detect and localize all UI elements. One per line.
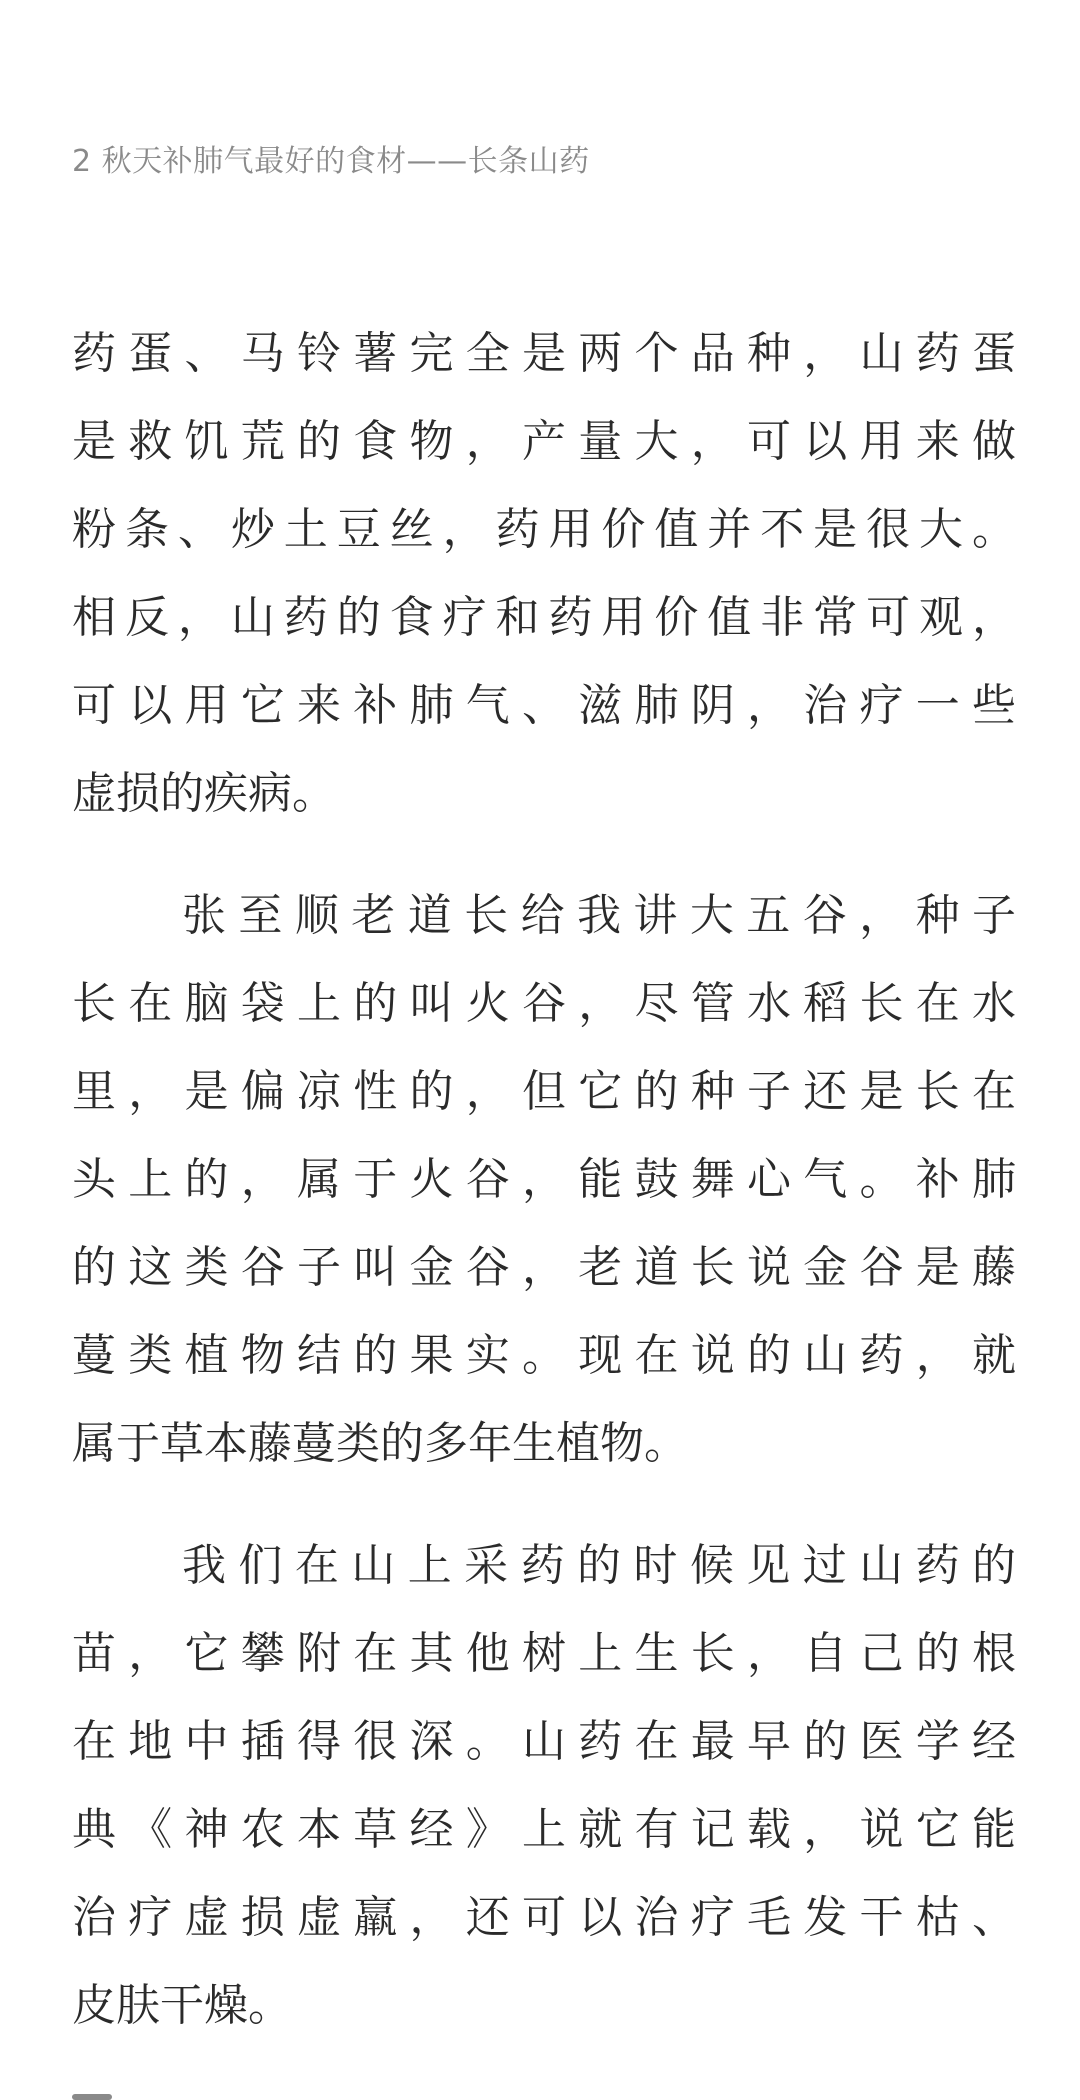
text-line: 治疗虚损虚羸，还可以治疗毛发干枯、 <box>72 1892 1016 1943</box>
text-line: 典《神农本草经》上就有记载，说它能 <box>72 1804 1016 1855</box>
text-line: 药蛋、马铃薯完全是两个品种，山药蛋 <box>72 328 1016 379</box>
text-line: 里，是偏凉性的，但它的种子还是长在 <box>72 1066 1016 1117</box>
body-text <box>72 310 1016 2084</box>
paragraph-2 <box>72 872 1016 1488</box>
next-line-cutoff <box>72 2080 1016 2100</box>
text-line: 苗，它攀附在其他树上生长，自己的根 <box>72 1628 1016 1679</box>
text-line: 属于草本藤蔓类的多年生植物。 <box>72 1418 688 1469</box>
text-line: 在地中插得很深。山药在最早的医学经 <box>72 1716 1016 1767</box>
text-line: 粉条、炒土豆丝，药用价值并不是很大。 <box>72 504 1016 555</box>
text-line: 的这类谷子叫金谷，老道长说金谷是藤 <box>72 1242 1016 1293</box>
chapter-title: 2 秋天补肺气最好的食材——长条山药 <box>72 144 590 179</box>
text-line: 皮肤干燥。 <box>72 1980 292 2031</box>
text-line: 虚损的疾病。 <box>72 768 336 819</box>
text-line: 是救饥荒的食物，产量大，可以用来做 <box>72 416 1016 467</box>
text-line: 长在脑袋上的叫火谷，尽管水稻长在水 <box>72 978 1016 1029</box>
text-line: 我们在山上采药的时候见过山药的 <box>182 1540 1016 1591</box>
text-line: 相反，山药的食疗和药用价值非常可观， <box>72 592 1016 643</box>
paragraph-1 <box>72 310 1016 838</box>
paragraph-3 <box>72 1522 1016 2050</box>
text-line: 可以用它来补肺气、滋肺阴，治疗一些 <box>72 680 1016 731</box>
text-line: 张至顺老道长给我讲大五谷，种子 <box>182 890 1016 941</box>
text-line: 头上的，属于火谷，能鼓舞心气。补肺 <box>72 1154 1016 1205</box>
cutoff-glyph <box>72 2094 112 2100</box>
text-line: 蔓类植物结的果实。现在说的山药，就 <box>72 1330 1016 1381</box>
